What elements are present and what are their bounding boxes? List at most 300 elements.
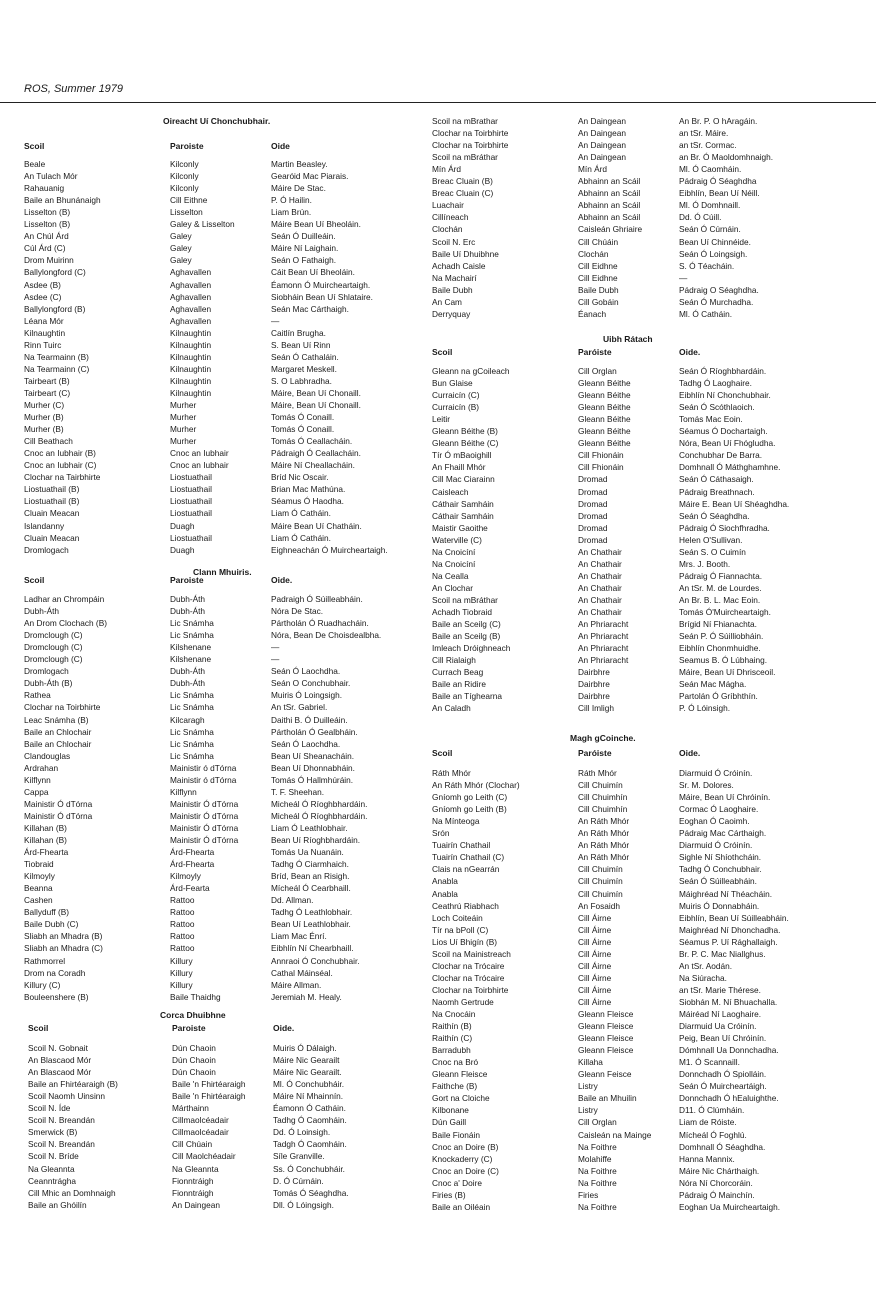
col-head-parish: Paróiste	[578, 347, 612, 357]
parish-name: Murher	[170, 400, 197, 410]
teacher-name: Bríd, Bean an Risigh.	[271, 871, 350, 882]
school-name: Killury (C)	[24, 979, 61, 990]
teacher-name: Eibhlín Ní Chearbhaill.	[271, 943, 354, 954]
teacher-name: Pádraigh Ó Ceallacháin.	[271, 448, 361, 459]
col-head-teacher: Oide.	[679, 748, 701, 758]
parish-name: Kilnaughtin	[170, 351, 212, 362]
school-name: Gort na Cloiche	[432, 1093, 490, 1104]
school-name: Baile an Oiléain	[432, 1201, 491, 1212]
parish-name: Fionntráigh	[172, 1175, 214, 1186]
parish-name: An Phriaracht	[578, 619, 629, 630]
school-name: Killahan (B)	[24, 835, 67, 845]
parish-name: Aghavallen	[170, 291, 212, 302]
school-name: Baile an Bhunánaigh	[24, 195, 101, 206]
school-name: Gleann Fleisce	[432, 1069, 488, 1080]
teacher-name: Cáit Bean Uí Bheoláin.	[271, 267, 355, 278]
school-name: An Blascaod Mór	[28, 1055, 92, 1066]
parish-name: Baile 'n Fhirtéaraigh	[172, 1079, 246, 1090]
teacher-name: An tSr. Aodán.	[679, 960, 733, 971]
school-name: Drom Muirinn	[24, 255, 74, 266]
school-name: Baile an Chlochair	[24, 738, 92, 749]
col-head-school: Scoil	[432, 748, 453, 758]
school-name: Kilmoyly	[24, 871, 55, 882]
parish-name: Dubh-Áth	[170, 606, 206, 617]
school-name: Caisleach	[432, 486, 469, 497]
school-name: Srón	[432, 828, 450, 839]
school-name: Breac Cluain (B)	[432, 176, 493, 187]
school-name: Leitir	[432, 414, 450, 425]
col-head-teacher: Oide	[271, 141, 290, 151]
teacher-name: Nóra Ní Chorcoráin.	[679, 1177, 753, 1188]
school-name: Cill Mac Ciarainn	[432, 474, 495, 485]
teacher-name: Pádraig Ó Séaghdha	[679, 176, 757, 187]
school-name: Imleach Dróighneach	[432, 643, 511, 654]
parish-name: Dromad	[578, 498, 608, 509]
school-name: Murher (C)	[24, 400, 65, 410]
parish-name: Dún Chaoin	[172, 1067, 216, 1078]
teacher-name: Máighréad Ní Théacháin.	[679, 888, 773, 899]
school-name: Cashen	[24, 895, 53, 906]
parish-name: Éanach	[578, 308, 607, 319]
teacher-name: Seán S. O Cuimín	[679, 546, 746, 557]
parish-name: Abhainn an Scáil	[578, 176, 641, 187]
school-name: An Blascaod Mór	[28, 1067, 92, 1078]
school-name: Gleann Béithe (C)	[432, 438, 499, 449]
teacher-name: Seán Ó Loingsigh.	[679, 248, 748, 259]
col-head-school: Scoil	[28, 1023, 49, 1033]
school-name: Na Tearmainn (C)	[24, 363, 90, 374]
parish-name: Lic Snámha	[170, 630, 214, 641]
teacher-name: Máire Nic Gearailt.	[273, 1067, 342, 1078]
school-name: Mainistir Ó dTórna	[24, 810, 93, 821]
teacher-name: Cathal Máinséal.	[271, 967, 333, 978]
teacher-name: Seán Ó Murchadha.	[679, 296, 754, 307]
parish-name: Cill Chúáin	[578, 236, 619, 247]
school-name: An Tulach Mór	[24, 171, 78, 182]
col-head-parish: Paroiste	[170, 141, 204, 151]
parish-name: Cill Imligh	[578, 703, 614, 714]
teacher-name: S. Ó Téacháin.	[679, 260, 735, 271]
teacher-name: Eibhlín Ní Chonchubhair.	[679, 390, 771, 401]
school-name: Baile an Sceilg (C)	[432, 619, 501, 630]
parish-name: An Chathair	[578, 594, 622, 605]
parish-name: Gleann Fleisce	[578, 1033, 634, 1044]
teacher-name: Dll. Ó Lóingsigh.	[273, 1199, 334, 1210]
teacher-name: Máire Nic Gearailt	[273, 1055, 340, 1066]
teacher-name: Seán Ó Cáthasaigh.	[679, 474, 754, 485]
school-name: Rathmorrel	[24, 955, 66, 966]
school-name: Na Cnoicíní	[432, 546, 476, 557]
school-name: Dromclough (C)	[24, 630, 83, 641]
school-name: Faithche (B)	[432, 1081, 478, 1092]
parish-name: Dromad	[578, 510, 608, 521]
parish-name: Gleann Béithe	[578, 390, 631, 401]
teacher-name: Dómhnall Ua Donnchadha.	[679, 1045, 779, 1056]
school-name: Liostuathail (B)	[24, 496, 80, 507]
teacher-name: Jeremiah M. Healy.	[271, 991, 342, 1002]
school-name: Tír na bPoll (C)	[432, 924, 489, 935]
parish-name: Gleann Béithe	[578, 378, 631, 389]
teacher-name: Eighneachán Ó Muircheartaigh.	[271, 544, 388, 555]
school-name: Baile Dubh (C)	[24, 919, 79, 930]
parish-name: Molahiffe	[578, 1153, 612, 1164]
parish-name: Na Foithre	[578, 1165, 617, 1176]
teacher-name: Bean Uí Chinnéide.	[679, 236, 751, 247]
parish-name: Killury	[170, 979, 193, 990]
teacher-name: Seán Mac Cárthaigh.	[271, 303, 349, 314]
parish-name: Lisselton	[170, 207, 203, 218]
teacher-name: Seamus B. Ó Lúbhaing.	[679, 655, 768, 666]
teacher-name: Tomás Ó Ceallacháin.	[271, 436, 353, 447]
parish-name: Dromad	[578, 474, 608, 485]
school-name: Scoil na Mainistreach	[432, 948, 511, 959]
school-name: Raithín (C)	[432, 1033, 473, 1044]
school-name: Cappa	[24, 786, 49, 797]
teacher-name: Dd. Allman.	[271, 895, 314, 906]
teacher-name: Bean Uí Ríoghbhardáin.	[271, 835, 361, 845]
teacher-name: Liam Ó Catháin.	[271, 532, 331, 543]
teacher-name: Micheál Ó Ríoghbhardáin.	[271, 798, 368, 809]
teacher-name: Tomás Ó Conaill.	[271, 424, 335, 435]
section-title: Clann Mhuiris.	[193, 567, 252, 577]
parish-name: Lic Snámha	[170, 726, 214, 737]
teacher-name: Nóra, Bean De Choisdealbha.	[271, 630, 382, 641]
parish-name: Dún Chaoin	[172, 1043, 216, 1053]
school-name: Árd-Fhearta	[24, 847, 69, 858]
school-name: Baile an Ridire	[432, 679, 486, 690]
school-name: Loch Coiteáin	[432, 912, 483, 923]
col-head-teacher: Oide.	[679, 347, 701, 357]
parish-name: Cill Fhionáin	[578, 462, 624, 473]
school-name: Derryquay	[432, 308, 471, 319]
school-name: Barradubh	[432, 1045, 471, 1056]
school-name: Islandanny	[24, 520, 65, 531]
teacher-name: Seán O Fathaigh.	[271, 255, 337, 266]
teacher-name: Muiris Ó Donnabháin.	[679, 900, 760, 911]
school-name: Baile an Chlochair	[24, 726, 92, 737]
parish-name: Aghavallen	[170, 315, 212, 326]
parish-name: Árd-Fhearta	[170, 847, 215, 858]
teacher-name: —	[271, 642, 280, 653]
parish-name: An Chathair	[578, 546, 622, 557]
school-name: Na Cealla	[432, 570, 469, 581]
school-name: Cill Beathach	[24, 436, 73, 447]
teacher-name: Bríd Nic Oscair.	[271, 472, 329, 483]
parish-name: Kilnaughtin	[170, 387, 212, 398]
school-name: Léana Mór	[24, 315, 64, 326]
parish-name: Fionntráigh	[172, 1187, 214, 1198]
teacher-name: Ss. Ó Conchubháir.	[273, 1163, 345, 1174]
parish-name: Cill Eithne	[170, 195, 208, 206]
parish-name: Cillmaolcéadair	[172, 1115, 229, 1126]
school-name: Ballylongford (C)	[24, 267, 86, 278]
teacher-name: Pádraig Breathnach.	[679, 486, 755, 497]
school-name: Scoil N. Breandán	[28, 1115, 95, 1126]
school-name: Lisselton (B)	[24, 207, 71, 218]
teacher-name: Tadgh Ó Caomháin.	[273, 1139, 347, 1150]
parish-name: Rattoo	[170, 931, 195, 942]
school-name: Sliabh an Mhadra (B)	[24, 931, 103, 942]
parish-name: An Ráth Mhór	[578, 828, 630, 839]
parish-name: Cnoc an Iubhair	[170, 460, 229, 471]
school-name: Tuairín Chathail	[432, 840, 491, 851]
school-name: Scoil Naomh Uinsinn	[28, 1091, 106, 1102]
teacher-name: Cormac Ó Laoghaire.	[679, 804, 759, 815]
teacher-name: Máire Ní Cheallacháin.	[271, 460, 355, 471]
parish-name: Kilconly	[170, 159, 199, 169]
col-head-school: Scoil	[24, 141, 45, 151]
school-name: Na Gleannta	[28, 1163, 75, 1174]
teacher-name: P. Ó Hailin.	[271, 195, 312, 206]
parish-name: Cill Gobáin	[578, 296, 619, 307]
school-name: Firies (B)	[432, 1189, 466, 1200]
school-name: Baile an Sceilg (B)	[432, 631, 501, 642]
school-name: Dromlogach	[24, 544, 69, 555]
parish-name: Kilnaughtin	[170, 327, 212, 338]
teacher-name: Na Siúracha.	[679, 972, 727, 983]
parish-name: Listry	[578, 1081, 598, 1092]
teacher-name: Liam de Róiste.	[679, 1117, 737, 1128]
teacher-name: Ml. Ó Caomháin.	[679, 164, 742, 175]
teacher-name: Domhnall Ó Séaghdha.	[679, 1141, 766, 1152]
parish-name: Kilnaughtin	[170, 339, 212, 350]
teacher-name: Pártholán Ó Ruadhacháin.	[271, 618, 369, 629]
school-name: Leac Snámha (B)	[24, 714, 89, 725]
teacher-name: D11. Ó Clúmháin.	[679, 1105, 745, 1116]
teacher-name: Seán Ó Laochdha.	[271, 666, 341, 677]
parish-name: Cill Chuimín	[578, 888, 623, 899]
parish-name: Cill Maolchéadair	[172, 1151, 236, 1162]
teacher-name: Padraigh Ó Súilleabháin.	[271, 594, 363, 604]
teacher-name: S. O Labhradha.	[271, 375, 332, 386]
parish-name: Dubh-Áth	[170, 678, 206, 689]
parish-name: Baile Dubh	[578, 284, 619, 295]
teacher-name: —	[679, 272, 688, 283]
school-name: Cnoc an Iubhair (B)	[24, 448, 96, 459]
parish-name: Lic Snámha	[170, 750, 214, 761]
teacher-name: Máire, Bean Uí Chonaill.	[271, 387, 361, 398]
parish-name: Cill Eidhne	[578, 260, 618, 271]
school-name: An Clochar	[432, 582, 474, 593]
teacher-name: Helen O'Sullivan.	[679, 534, 743, 545]
teacher-name: Máire De Stac.	[271, 183, 326, 194]
col-head-parish: Paroiste	[172, 1023, 206, 1033]
parish-name: Cill Chuimín	[578, 876, 623, 887]
parish-name: Cill Áirne	[578, 972, 612, 983]
parish-name: Cill Áirne	[578, 924, 612, 935]
parish-name: Dairbhre	[578, 691, 610, 702]
teacher-name: Seán Ó Laochdha.	[271, 738, 341, 749]
teacher-name: Daithi B. Ó Duilleáin.	[271, 714, 348, 725]
parish-name: Cillmaolcéadair	[172, 1127, 229, 1138]
school-name: Luachair	[432, 200, 464, 211]
school-name: Cnoc na Bró	[432, 1057, 479, 1068]
teacher-name: an tSr. Marie Thérese.	[679, 984, 761, 995]
teacher-name: Seán O Conchubhair.	[271, 678, 351, 689]
school-name: Dromclough (C)	[24, 654, 83, 665]
school-name: Tír Ó mBaoighill	[432, 450, 492, 461]
parish-name: Kilconly	[170, 183, 199, 194]
teacher-name: Seán Ó Cathaláin.	[271, 351, 339, 362]
parish-name: An Daingean	[578, 128, 626, 139]
parish-name: Abhainn an Scáil	[578, 188, 641, 199]
parish-name: Mainistir ó dTórna	[170, 774, 237, 785]
parish-name: Caisleán na Mainge	[578, 1129, 652, 1140]
parish-name: Liostuathail	[170, 532, 212, 543]
parish-name: Dromad	[578, 522, 608, 533]
parish-name: Ráth Mhór	[578, 768, 617, 778]
school-name: Ardrahan	[24, 762, 59, 773]
school-name: Tiobraid	[24, 859, 54, 870]
school-name: Ceanntrágha	[28, 1175, 76, 1186]
parish-name: An Phriaracht	[578, 655, 629, 666]
parish-name: Mainistir Ó dTórna	[170, 810, 239, 821]
section-title: Corca Dhuibhne	[160, 1010, 226, 1020]
teacher-name: Séamus P. Uí Rághallaigh.	[679, 936, 778, 947]
col-head-teacher: Oide.	[273, 1023, 295, 1033]
teacher-name: Eibhlín Chonmhuidhe.	[679, 643, 761, 654]
school-name: Dromlogach	[24, 666, 69, 677]
parish-name: Cill Áirne	[578, 996, 612, 1007]
parish-name: Galey	[170, 231, 192, 242]
teacher-name: Siobhán M. Ní Bhuachalla.	[679, 996, 778, 1007]
section-title: Uibh Rátach	[603, 334, 653, 344]
parish-name: An Phriaracht	[578, 643, 629, 654]
col-head-teacher: Oide.	[271, 575, 293, 585]
parish-name: Galey	[170, 243, 192, 254]
teacher-name: Eibhlín, Bean Uí Néill.	[679, 188, 760, 199]
school-name: Mín Árd	[432, 164, 462, 175]
parish-name: Liostuathail	[170, 484, 212, 495]
school-name: Bouleenshere (B)	[24, 991, 89, 1002]
teacher-name: Mrs. J. Booth.	[679, 558, 731, 569]
school-name: Anabla	[432, 888, 458, 899]
teacher-name: Conchubhar De Barra.	[679, 450, 763, 461]
parish-name: Kilconly	[170, 171, 199, 182]
school-name: Beale	[24, 159, 46, 169]
school-name: Bun Glaise	[432, 378, 473, 389]
school-name: Murher (B)	[24, 424, 64, 435]
parish-name: Cill Orglan	[578, 366, 617, 376]
school-name: Cill Rialaigh	[432, 655, 476, 666]
teacher-name: Eoghan Ó Caoimh.	[679, 816, 750, 827]
school-name: Gníomh go Leith (B)	[432, 804, 507, 815]
school-name: Cáthair Samháin	[432, 510, 494, 521]
school-name: Gníomh go Leith (C)	[432, 792, 508, 803]
school-name: Knockaderry (C)	[432, 1153, 493, 1164]
parish-name: Dairbhre	[578, 667, 610, 678]
teacher-name: Tadhg Ó Caomháin.	[273, 1115, 347, 1126]
teacher-name: Máiréad Ní Laoghaire.	[679, 1009, 762, 1019]
parish-name: Cnoc an Iubhair	[170, 448, 229, 459]
school-name: Ballyduff (B)	[24, 907, 70, 918]
parish-name: Kilshenane	[170, 642, 212, 653]
school-name: Maistir Gaoithe	[432, 522, 488, 533]
parish-name: Baile Thaidhg	[170, 991, 221, 1002]
school-name: Rathea	[24, 690, 51, 701]
parish-name: Cill Eidhne	[578, 272, 618, 283]
school-name: Clochar na Trócaire	[432, 972, 505, 983]
school-name: Clochar na Toirbhirte	[24, 702, 101, 713]
section-title: Magh gCoinche.	[570, 733, 636, 743]
school-name: Tuairín Chathail (C)	[432, 852, 505, 863]
parish-name: Dubh-Áth	[170, 666, 206, 677]
parish-name: Galey & Lisselton	[170, 219, 235, 230]
teacher-name: Seán Ó Séaghdha.	[679, 510, 750, 521]
school-name: An Ráth Mhór (Clochar)	[432, 780, 520, 791]
school-name: Clochar na Trócaire	[432, 960, 505, 971]
teacher-name: Martin Beasley.	[271, 159, 328, 169]
teacher-name: Ml. Ó Domhnaill.	[679, 200, 741, 211]
col-head-school: Scoil	[24, 575, 45, 585]
school-name: Scoil na mBrathar	[432, 116, 498, 126]
parish-name: Aghavallen	[170, 279, 212, 290]
parish-name: Cill Áirne	[578, 912, 612, 923]
parish-name: Gleann Fleisce	[578, 1009, 634, 1019]
school-name: An Chúl Árd	[24, 231, 69, 242]
parish-name: Árd-Fhearta	[170, 859, 215, 870]
parish-name: Dromad	[578, 534, 608, 545]
parish-name: An Chathair	[578, 607, 622, 617]
school-name: An Cam	[432, 296, 462, 307]
teacher-name: Tadhg Ó Leathlobhair.	[271, 907, 353, 918]
teacher-name: Donnchadh Ó Spiolláin.	[679, 1069, 767, 1080]
header-rule	[0, 102, 876, 103]
school-name: Scoil N. Erc	[432, 236, 476, 247]
parish-name: Abhainn an Scáil	[578, 200, 641, 211]
teacher-name: Liam Ó Catháin.	[271, 508, 331, 519]
teacher-name: Seán Ó Duilleáin.	[271, 231, 336, 242]
school-name: Cluain Meacan	[24, 532, 80, 543]
teacher-name: D. Ó Cúrnáin.	[273, 1175, 324, 1186]
parish-name: Cill Chúain	[172, 1139, 213, 1150]
school-name: Asdee (B)	[24, 279, 61, 290]
teacher-name: Tomás Ó Conaill.	[271, 412, 335, 423]
school-name: Lisselton (B)	[24, 219, 71, 230]
parish-name: Mainistir Ó dTórna	[170, 822, 239, 833]
teacher-name: Dd. Ó Loinsigh.	[273, 1127, 331, 1138]
teacher-name: Maighréad Ní Dhonchadha.	[679, 924, 781, 935]
school-name: Kilnaughtin	[24, 327, 66, 338]
school-name: Dún Gaill	[432, 1117, 467, 1128]
school-name: Scoil N. Gobnait	[28, 1043, 88, 1053]
teacher-name: Liam Ó Leathlobhair.	[271, 822, 348, 833]
teacher-name: Nóra, Bean Uí Fhógludha.	[679, 438, 776, 449]
parish-name: Liostuathail	[170, 496, 212, 507]
school-name: Sliabh an Mhadra (C)	[24, 943, 103, 954]
parish-name: Kilshenane	[170, 654, 212, 665]
school-name: Scoil N. Breandán	[28, 1139, 95, 1150]
teacher-name: Br. P. C. Mac Niallghus.	[679, 948, 766, 959]
teacher-name: Bean Uí Leathlobhair.	[271, 919, 351, 930]
parish-name: Listry	[578, 1105, 598, 1116]
teacher-name: Annraoi Ó Conchubhair.	[271, 955, 360, 966]
school-name: Cnoc an Iubhair (C)	[24, 460, 97, 471]
parish-name: Aghavallen	[170, 303, 212, 314]
parish-name: Rattoo	[170, 895, 195, 906]
parish-name: Firies	[578, 1189, 599, 1200]
parish-name: Kilnaughtin	[170, 363, 212, 374]
parish-name: An Fosaidh	[578, 900, 620, 911]
teacher-name: Máire Ní Laighain.	[271, 243, 339, 254]
school-name: Baile Uí Dhuibhne	[432, 248, 499, 259]
parish-name: An Daingean	[578, 152, 626, 163]
teacher-name: Margaret Meskell.	[271, 363, 337, 374]
school-name: Ballylongford (B)	[24, 303, 86, 314]
teacher-name: Ml. Ó Catháin.	[679, 308, 733, 319]
teacher-name: Ml. Ó Conchubháir.	[273, 1079, 345, 1090]
parish-name: Mín Árd	[578, 164, 608, 175]
